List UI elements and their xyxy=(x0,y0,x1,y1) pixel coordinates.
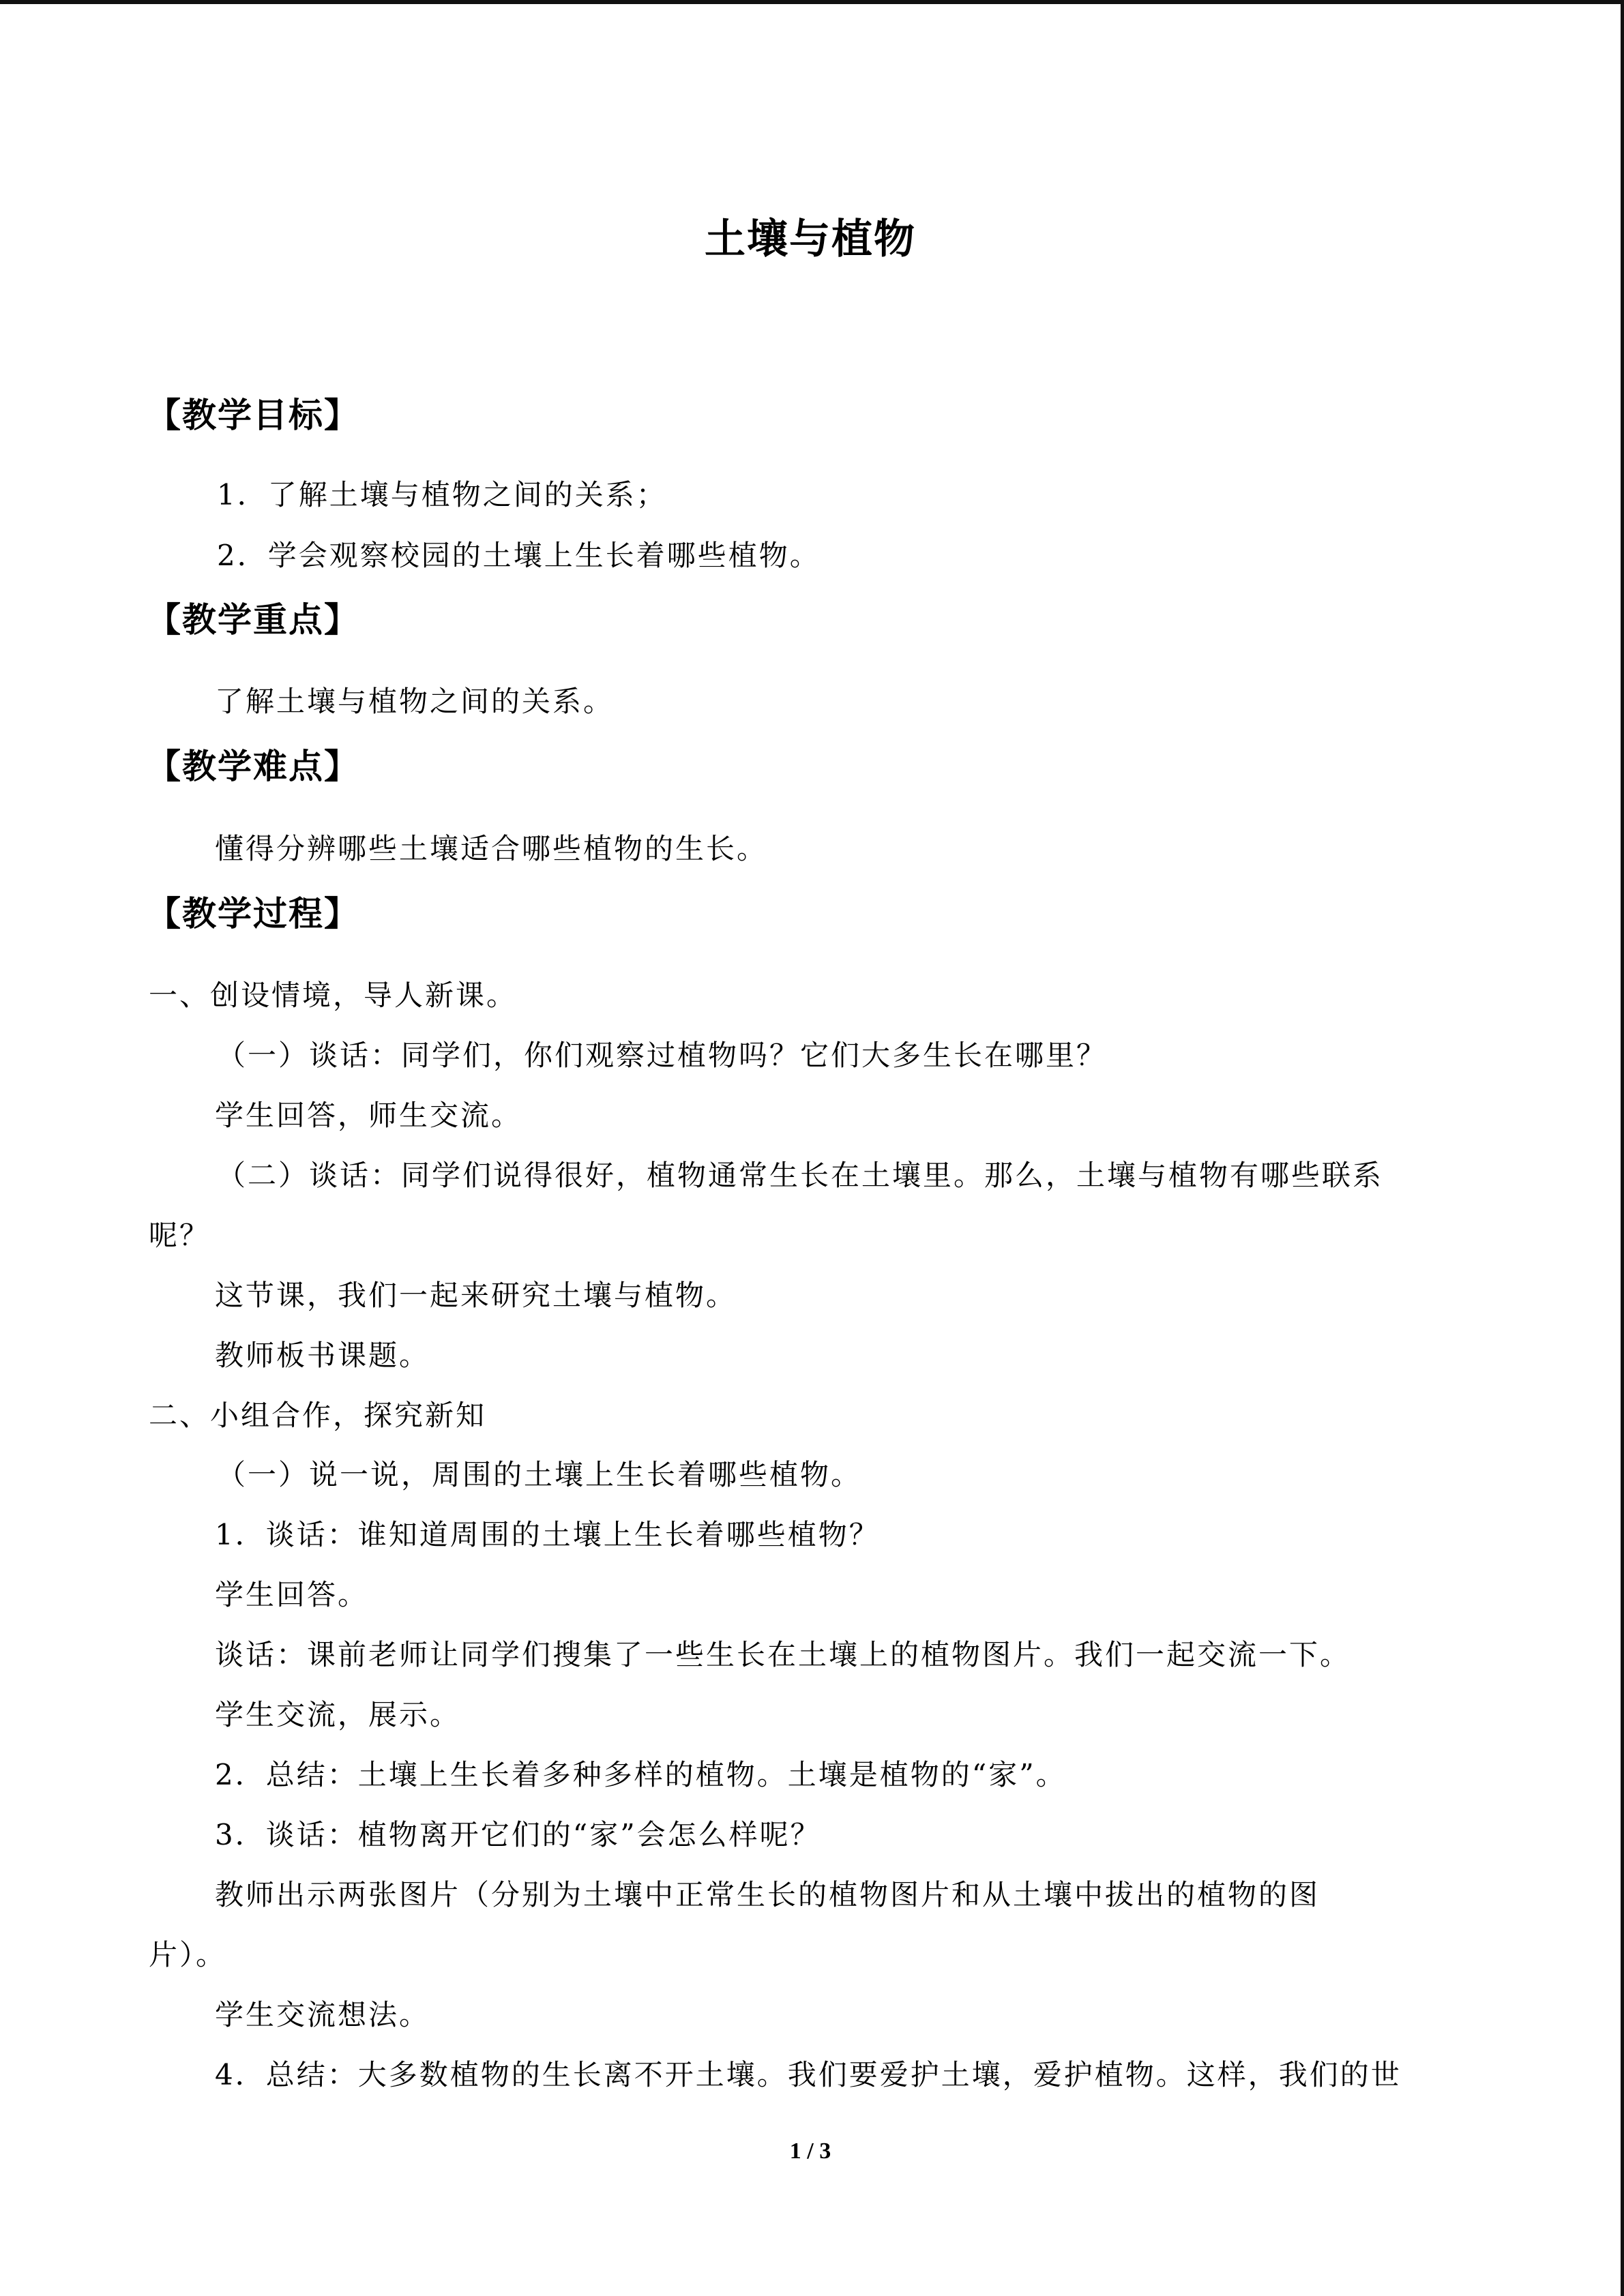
heading-process: 【教学过程】 xyxy=(147,894,359,934)
document-page xyxy=(0,4,1621,2296)
process-line: 学生交流，展示。 xyxy=(215,1698,461,1731)
process-line: 学生交流想法。 xyxy=(215,1998,430,2031)
process-line: （一）谈话：同学们，你们观察过植物吗？它们大多生长在哪里？ xyxy=(217,1039,1108,1072)
process-line: 这节课，我们一起来研究土壤与植物。 xyxy=(215,1279,737,1312)
process-line: 谈话：课前老师让同学们搜集了一些生长在土壤上的植物图片。我们一起交流一下。 xyxy=(215,1638,1351,1671)
heading-difficulties: 【教学难点】 xyxy=(147,747,359,786)
document-title: 土壤与植物 xyxy=(705,215,916,263)
process-line: 学生回答，师生交流。 xyxy=(215,1099,522,1132)
process-line: 片）。 xyxy=(149,1938,227,1971)
process-line: 一、创设情境，导人新课。 xyxy=(149,979,518,1012)
process-line: 学生回答。 xyxy=(215,1578,369,1611)
process-line: 2．总结：土壤上生长着多种多样的植物。土壤是植物的“家”。 xyxy=(215,1758,1067,1791)
process-line: 呢？ xyxy=(149,1219,211,1252)
process-line: 教师出示两张图片（分别为土壤中正常生长的植物图片和从土壤中拔出的植物的图 xyxy=(215,1878,1320,1911)
heading-key-points: 【教学重点】 xyxy=(147,600,359,640)
objective-item-1: 1．了解土壤与植物之间的关系； xyxy=(217,478,667,511)
objective-item-2: 2．学会观察校园的土壤上生长着哪些植物。 xyxy=(217,539,821,572)
process-line: 4．总结：大多数植物的生长离不开土壤。我们要爱护土壤，爱护植物。这样，我们的世 xyxy=(215,2058,1402,2091)
process-line: （二）谈话：同学们说得很好，植物通常生长在土壤里。那么，土壤与植物有哪些联系 xyxy=(217,1159,1384,1192)
heading-objectives: 【教学目标】 xyxy=(147,396,359,435)
process-line: 教师板书课题。 xyxy=(215,1339,430,1372)
process-line: 二、小组合作，探究新知 xyxy=(149,1399,487,1432)
difficulties-text: 懂得分辨哪些土壤适合哪些植物的生长。 xyxy=(215,832,768,865)
process-line: 1．谈话：谁知道周围的土壤上生长着哪些植物？ xyxy=(215,1518,880,1551)
page-indicator: 1 / 3 xyxy=(789,2138,831,2164)
key-points-text: 了解土壤与植物之间的关系。 xyxy=(215,685,615,718)
process-line: （一）说一说，周围的土壤上生长着哪些植物。 xyxy=(217,1458,862,1491)
process-line: 3．谈话：植物离开它们的“家”会怎么样呢？ xyxy=(215,1818,821,1851)
